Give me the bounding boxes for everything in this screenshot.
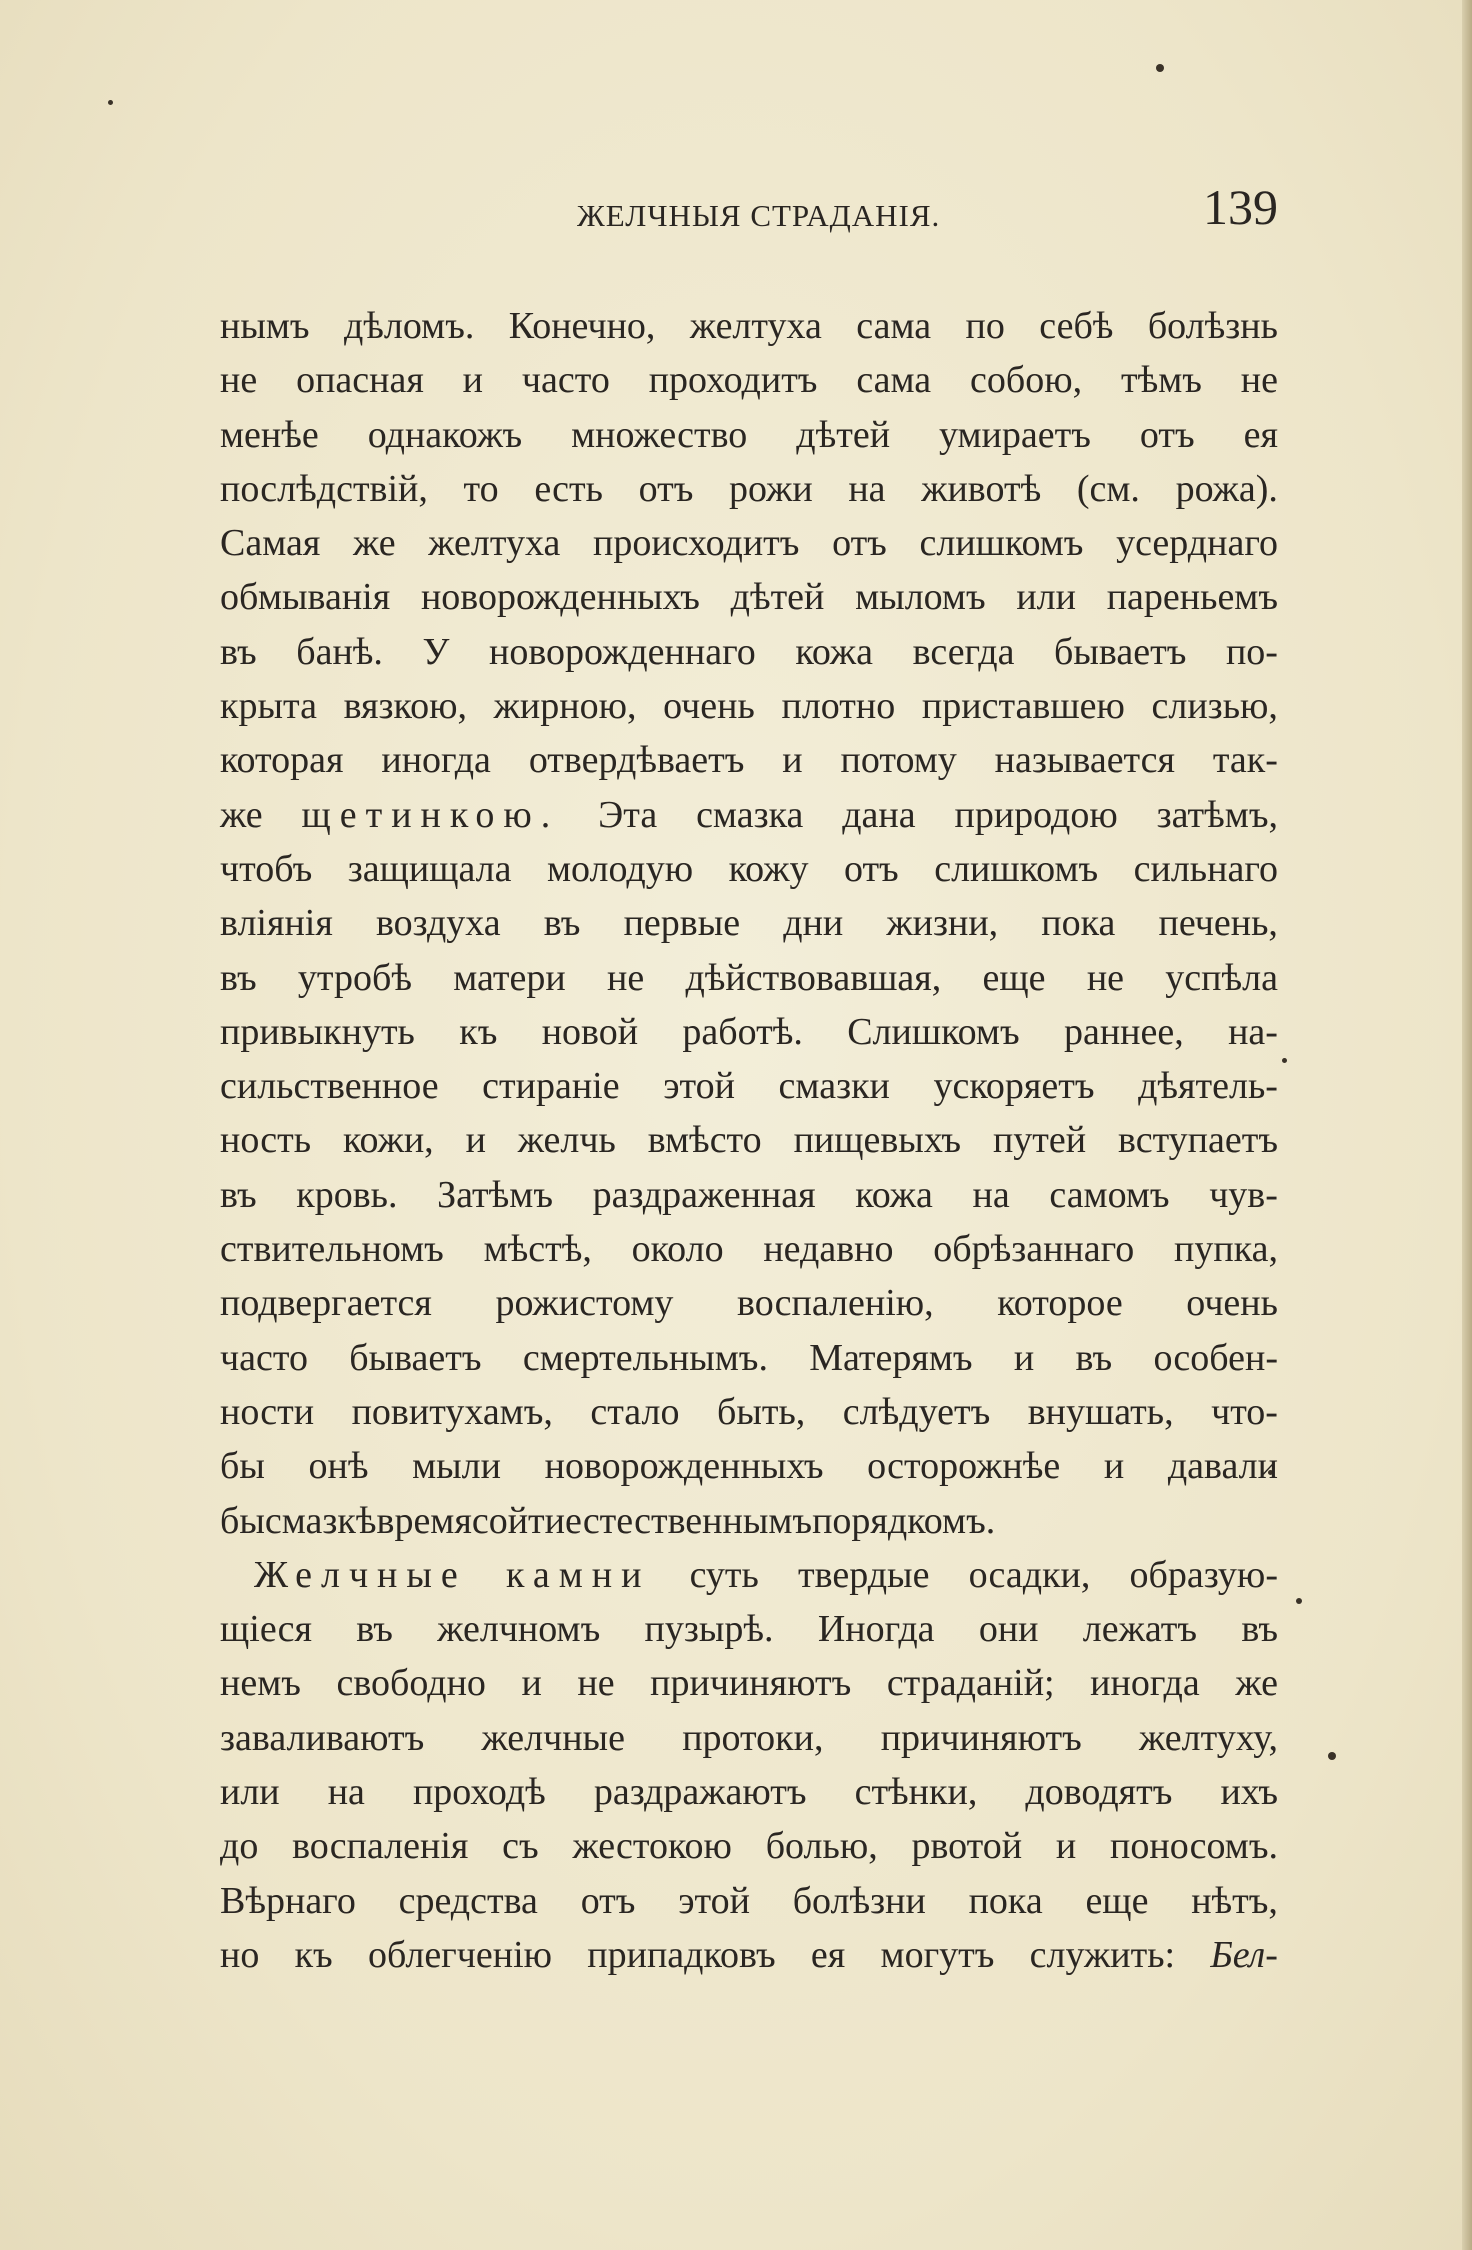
word: путей — [992, 1119, 1087, 1162]
word: дѣломъ. — [343, 305, 475, 347]
word: смертельнымъ. — [522, 1336, 768, 1379]
word: природою — [954, 793, 1118, 836]
word: умираетъ — [939, 413, 1091, 456]
word: есть — [534, 467, 603, 510]
word: проходѣ — [412, 1771, 546, 1814]
text-line — [220, 1439, 1278, 1493]
word: нымъ — [220, 305, 310, 347]
word: Самая — [220, 522, 321, 565]
word: кожа — [855, 1173, 933, 1216]
word: послѣдствій, — [220, 467, 428, 510]
word: рожистому — [495, 1282, 674, 1325]
word: внушать, — [1027, 1390, 1174, 1433]
word: воспаленію, — [737, 1282, 934, 1325]
word: дѣтей — [730, 576, 825, 619]
word: недавно — [763, 1228, 894, 1271]
word: пупка, — [1174, 1228, 1278, 1271]
word: пищевыхъ — [793, 1119, 962, 1162]
word: иногда — [1090, 1662, 1200, 1705]
word: мыломъ — [855, 576, 986, 619]
text-line — [220, 1548, 1278, 1602]
word: смазкѣ — [264, 1499, 377, 1542]
word: ея — [810, 1933, 846, 1976]
word: стало — [590, 1390, 680, 1433]
word: въ — [1241, 1608, 1278, 1651]
word: бываетъ — [1054, 630, 1187, 673]
word: опасная — [296, 359, 424, 402]
word: суть — [689, 1553, 759, 1596]
text-line — [220, 1928, 1278, 1982]
word: так- — [1212, 739, 1278, 782]
word: не — [1240, 359, 1278, 402]
text-line — [220, 1005, 1278, 1059]
word: припадковъ — [587, 1933, 776, 1976]
text-line — [220, 1059, 1278, 1113]
word: отъ — [843, 847, 899, 890]
text-line — [220, 625, 1278, 679]
word: подвергается — [220, 1282, 432, 1325]
word: воздуха — [375, 902, 501, 945]
word: дѣйствовавшая, — [685, 956, 942, 999]
word: облегченію — [367, 1933, 553, 1976]
word: успѣла — [1165, 956, 1278, 999]
word: мыли — [412, 1445, 501, 1488]
word: съ — [502, 1825, 539, 1868]
word: что- — [1211, 1390, 1278, 1433]
text-line — [220, 1222, 1278, 1276]
word: новорожденныхъ — [420, 576, 700, 619]
word: отъ — [832, 522, 887, 565]
text-line — [220, 733, 1278, 787]
word: свободно — [336, 1662, 486, 1705]
word: отъ — [638, 467, 694, 510]
ink-speck — [1282, 1058, 1287, 1063]
word: дѣтей — [796, 413, 891, 456]
word: и — [1103, 1445, 1125, 1488]
word: слѣдуетъ — [842, 1390, 991, 1433]
word: по- — [1225, 630, 1278, 673]
word: слишкомъ — [919, 522, 1084, 565]
word: или — [1016, 576, 1076, 619]
text-line — [220, 1168, 1278, 1222]
word: не — [220, 359, 258, 402]
text-line — [220, 679, 1278, 733]
word: смазки — [778, 1065, 890, 1108]
word: нѣтъ, — [1191, 1879, 1278, 1922]
word: въ — [220, 1173, 257, 1216]
text-line — [220, 516, 1278, 570]
word: ности — [220, 1390, 315, 1433]
text-line — [220, 353, 1278, 407]
word: протоки, — [682, 1716, 824, 1759]
word: часто — [521, 359, 610, 402]
word: которое — [997, 1282, 1123, 1325]
text-line — [220, 408, 1278, 462]
word: усерднаго — [1116, 522, 1278, 565]
word: новой — [541, 1010, 639, 1053]
word: кожа — [795, 630, 874, 673]
word: бываетъ — [349, 1336, 482, 1379]
word: дана — [842, 793, 916, 836]
word: называется — [994, 739, 1175, 782]
word: они — [978, 1608, 1039, 1651]
word: въ — [220, 630, 257, 673]
text-line — [220, 1276, 1278, 1330]
word: иногда — [381, 739, 491, 782]
word: пареньемъ — [1106, 576, 1278, 619]
word: могутъ — [880, 1933, 995, 1976]
word: давали — [1167, 1445, 1278, 1488]
word: и — [782, 739, 803, 782]
word: въ — [543, 902, 581, 945]
word: къ — [459, 1010, 498, 1053]
word: затѣмъ, — [1156, 793, 1278, 836]
word: раздраженная — [592, 1173, 816, 1216]
text-line — [220, 896, 1278, 950]
word: страданій; — [886, 1662, 1055, 1705]
word: самомъ — [1049, 1173, 1170, 1216]
text-line — [220, 1819, 1278, 1873]
ink-speck — [1296, 1598, 1302, 1604]
word: порядкомъ. — [812, 1499, 996, 1542]
page-edge-shadow — [1462, 0, 1472, 2250]
word: животѣ — [921, 467, 1042, 510]
word: тѣмъ — [1121, 359, 1202, 402]
word: на- — [1228, 1010, 1278, 1053]
text-line — [220, 1765, 1278, 1819]
word: менѣе — [220, 413, 319, 456]
word: рожи — [729, 467, 813, 510]
word: и — [1013, 1336, 1035, 1379]
word: но — [220, 1933, 260, 1976]
word: время — [376, 1499, 472, 1542]
word: кровь. — [296, 1173, 398, 1216]
word: пока — [1041, 902, 1116, 945]
word: Конечно, — [508, 305, 656, 347]
word: жизни, — [886, 902, 999, 945]
word: еще — [1085, 1879, 1149, 1922]
word: болѣзни — [792, 1879, 926, 1922]
word: которая — [220, 739, 344, 782]
word: новорожденныхъ — [544, 1445, 824, 1488]
ink-speck — [1156, 64, 1164, 72]
word: желчные — [481, 1716, 625, 1759]
word: работѣ. — [682, 1010, 803, 1053]
word: же — [353, 522, 396, 565]
word: смазка — [696, 793, 804, 836]
word: вступаетъ — [1117, 1119, 1278, 1162]
word: раннее, — [1063, 1010, 1184, 1053]
word: очень — [1186, 1282, 1278, 1325]
word: первые — [623, 902, 741, 945]
word: щіеся — [220, 1608, 312, 1651]
word: ствительномъ — [220, 1228, 444, 1271]
word: банѣ. — [296, 630, 383, 673]
word: рожа). — [1175, 467, 1278, 510]
word: обмыванія — [220, 576, 391, 619]
word: ихъ — [1220, 1771, 1278, 1814]
text-line — [220, 299, 1278, 353]
text-line — [220, 1113, 1278, 1167]
word: дни — [783, 902, 844, 945]
word: сама — [856, 359, 932, 402]
word: Эта — [598, 793, 658, 836]
word: привыкнуть — [220, 1010, 415, 1053]
word: кожу — [728, 847, 809, 890]
word: кожи, — [342, 1119, 434, 1162]
word: лежатъ — [1082, 1608, 1198, 1651]
word: въ — [1075, 1336, 1113, 1379]
word: утробѣ — [297, 956, 412, 999]
word: печень, — [1158, 902, 1278, 945]
word: причиняютъ — [880, 1716, 1082, 1759]
word: вліянія — [220, 902, 333, 945]
word: немъ — [220, 1662, 301, 1705]
word: отъ — [580, 1879, 636, 1922]
word: множество — [571, 413, 748, 456]
running-head: ЖЕЛЧНЫЯ СТРАДАНІЯ. — [577, 198, 941, 233]
body-text — [220, 299, 1278, 1982]
word: очень — [663, 685, 755, 728]
word: въ — [220, 956, 257, 999]
word: У — [422, 630, 450, 673]
word: желтуха — [689, 305, 822, 347]
word: этой — [678, 1879, 750, 1922]
word: сильственное — [220, 1065, 439, 1108]
word: жестокою — [572, 1825, 732, 1868]
word: до — [220, 1825, 259, 1868]
word: осадки, — [968, 1553, 1091, 1596]
text-line — [220, 570, 1278, 624]
word: не — [1086, 956, 1125, 999]
word: жирною, — [493, 685, 637, 728]
word: болѣзнь — [1147, 305, 1278, 347]
word: болью, — [765, 1825, 878, 1868]
word: и — [1055, 1825, 1077, 1868]
ink-speck — [1328, 1752, 1336, 1760]
text-line — [220, 842, 1278, 896]
word: поносомъ. — [1110, 1825, 1278, 1868]
word: бы — [220, 1499, 265, 1542]
word: желтуха — [428, 522, 561, 565]
word: онѣ — [308, 1445, 369, 1488]
word: молодую — [547, 847, 694, 890]
word: камни — [505, 1553, 651, 1596]
text-line — [220, 788, 1278, 842]
word: отвердѣваетъ — [528, 739, 745, 782]
text-line — [220, 462, 1278, 516]
word: раздражаютъ — [593, 1771, 807, 1814]
word: то — [463, 467, 499, 510]
word: часто — [220, 1336, 308, 1379]
word: и — [521, 1662, 542, 1705]
word: чтобъ — [220, 847, 313, 890]
word: пузырѣ. — [644, 1608, 774, 1651]
text-line — [220, 1331, 1278, 1385]
word: осторожнѣе — [867, 1445, 1061, 1488]
word: Матерямъ — [809, 1336, 973, 1379]
word: на — [848, 467, 886, 510]
word: въ — [356, 1608, 393, 1651]
word: щетинкою. — [301, 793, 560, 836]
word: ускоряетъ — [933, 1065, 1095, 1108]
text-line — [220, 1385, 1278, 1439]
word: пока — [968, 1879, 1043, 1922]
word: дѣятель- — [1138, 1065, 1278, 1108]
text-line — [220, 1494, 1278, 1548]
word: крыта — [220, 685, 317, 728]
word: (см. — [1076, 467, 1140, 510]
text-line — [220, 1602, 1278, 1656]
word: около — [631, 1228, 724, 1271]
word: слишкомъ — [934, 847, 1099, 890]
word: не — [606, 956, 645, 999]
word: на — [327, 1771, 365, 1814]
word: матери — [453, 956, 566, 999]
word: не — [577, 1662, 615, 1705]
word: или — [220, 1771, 280, 1814]
word: къ — [294, 1933, 333, 1976]
word: доводятъ — [1025, 1771, 1173, 1814]
word: заваливаютъ — [220, 1716, 425, 1759]
word: ея — [1243, 413, 1278, 456]
text-line — [220, 1711, 1278, 1765]
word: повитухамъ, — [351, 1390, 553, 1433]
ink-speck — [108, 100, 113, 105]
word: ность — [220, 1119, 312, 1162]
word: же — [1235, 1662, 1278, 1705]
word: обрѣзаннаго — [933, 1228, 1135, 1271]
word: плотно — [781, 685, 896, 728]
word: и — [462, 359, 484, 402]
word: естественнымъ — [565, 1499, 813, 1542]
word: потому — [840, 739, 957, 782]
word: служить: — [1029, 1933, 1176, 1976]
word: и — [465, 1119, 486, 1162]
word: твердые — [798, 1553, 930, 1596]
word: новорожденнаго — [489, 630, 756, 673]
word: образую- — [1129, 1553, 1278, 1596]
word: происходитъ — [593, 522, 800, 565]
word: средства — [398, 1879, 538, 1922]
word: себѣ — [1039, 305, 1114, 347]
text-line — [220, 1874, 1278, 1928]
word: вмѣсто — [647, 1119, 762, 1162]
word: защищала — [347, 847, 512, 890]
word: Иногда — [817, 1608, 935, 1651]
word: чув- — [1209, 1173, 1278, 1216]
word: особен- — [1153, 1336, 1278, 1379]
word: Бел- — [1210, 1933, 1278, 1976]
word: Затѣмъ — [437, 1173, 553, 1216]
word: собою, — [970, 359, 1083, 402]
word: слизью, — [1151, 685, 1278, 728]
word: на — [972, 1173, 1010, 1216]
word: причиняютъ — [650, 1662, 852, 1705]
word: Слишкомъ — [847, 1010, 1020, 1053]
word: желчь — [517, 1119, 616, 1162]
word: желчномъ — [437, 1608, 601, 1651]
word: воспаленія — [292, 1825, 469, 1868]
word: мѣстѣ, — [483, 1228, 592, 1271]
word: стираніе — [482, 1065, 620, 1108]
word: стѣнки, — [854, 1771, 978, 1814]
word: рвотой — [911, 1825, 1023, 1868]
text-line — [220, 1656, 1278, 1710]
page-number: 139 — [1203, 179, 1278, 235]
word: желтуху, — [1139, 1716, 1278, 1759]
word: проходитъ — [648, 359, 818, 402]
word: же — [220, 793, 263, 836]
text-line — [220, 951, 1278, 1005]
word: еще — [982, 956, 1046, 999]
word: Вѣрнаго — [220, 1879, 356, 1922]
word: Желчные — [254, 1553, 467, 1596]
word: быть, — [716, 1390, 806, 1433]
word: отъ — [1139, 413, 1195, 456]
word: сойти — [471, 1499, 565, 1542]
word: всегда — [912, 630, 1015, 673]
word: вязкою, — [343, 685, 467, 728]
word: этой — [663, 1065, 735, 1108]
word: по — [965, 305, 1005, 347]
word: однакожъ — [367, 413, 523, 456]
word: сама — [856, 305, 932, 347]
word: сильнаго — [1133, 847, 1278, 890]
word: бы — [220, 1445, 265, 1488]
word: приставшею — [921, 685, 1125, 728]
